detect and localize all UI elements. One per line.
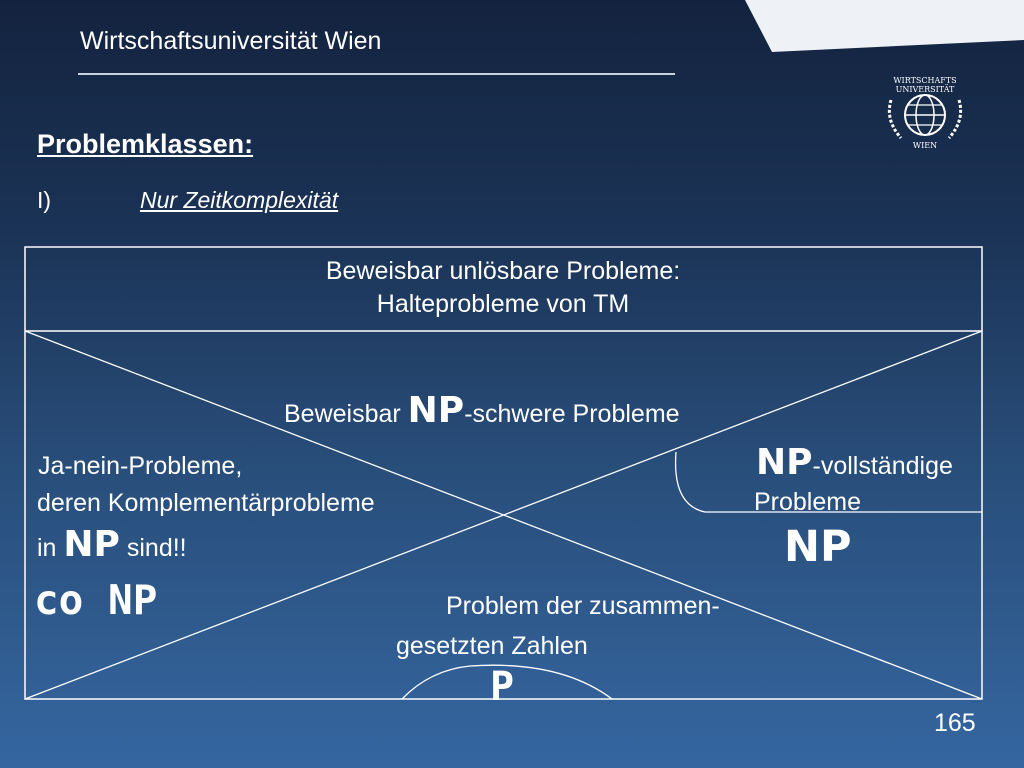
svg-text:WIEN: WIEN <box>912 141 938 150</box>
page-number: 165 <box>934 709 976 737</box>
undecidable-label-line1: Beweisbar unlösbare Probleme: <box>325 257 681 285</box>
institution-name: Wirtschaftsuniversität Wien <box>80 27 382 55</box>
section-number: I) <box>37 187 52 213</box>
np-complete-label: NP-vollständige <box>756 442 953 483</box>
p-class-label: P <box>490 664 515 710</box>
np-complete-label-line2: Probleme <box>754 488 861 516</box>
composite-numbers-line1: Problem der zusammen- <box>446 592 720 620</box>
conp-description-line3: in NP sind!! <box>37 524 187 565</box>
slide-heading: Problemklassen: <box>37 129 254 159</box>
svg-text:WIRTSCHAFTS: WIRTSCHAFTS <box>893 76 957 85</box>
conp-class-label: co NP <box>34 576 158 624</box>
undecidable-label-line2: Halteprobleme von TM <box>376 290 630 318</box>
svg-text:UNIVERSITÄT: UNIVERSITÄT <box>895 85 955 94</box>
np-class-label: NP <box>784 522 852 572</box>
section-title: Nur Zeitkomplexität <box>140 187 339 213</box>
composite-numbers-line2: gesetzten Zahlen <box>396 632 588 660</box>
np-hard-label: Beweisbar NP-schwere Probleme <box>284 390 680 431</box>
conp-description-line1: Ja-nein-Probleme, <box>38 452 243 480</box>
conp-description-line2: deren Komplementärprobleme <box>37 489 375 517</box>
